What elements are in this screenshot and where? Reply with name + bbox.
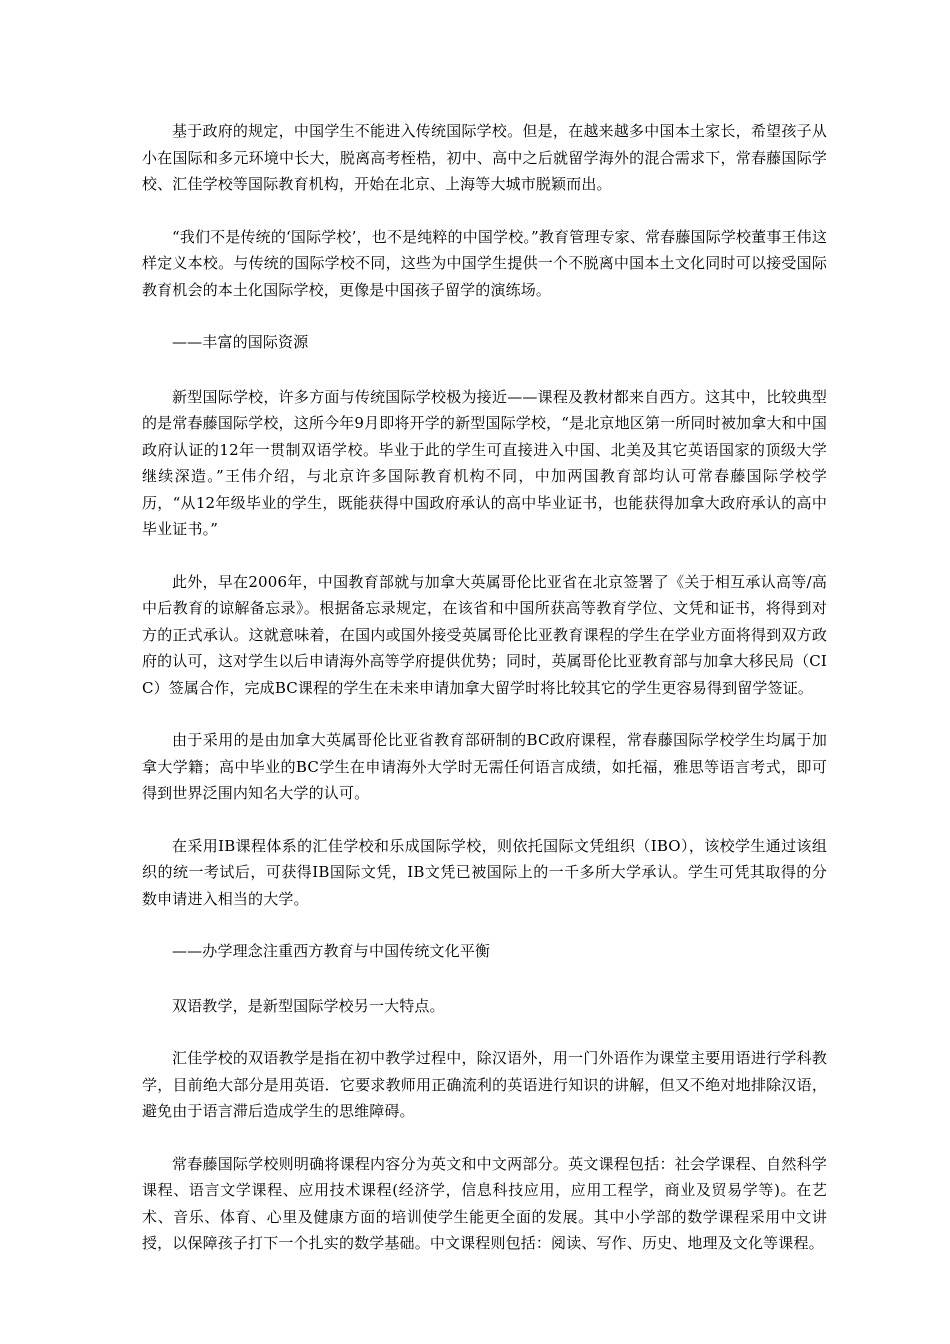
document-body: [142, 118, 827, 1283]
paragraph-quote: “我们不是传统的‘国际学校’，也不是纯粹的中国学校。”教育管理专家、常春藤国际学校董事王伟这样定义本校。与传统的国际学校不同，这些为中国学生提供一个不脱离中国本土文化同时可以接受国际教育机会的本土化国际学校，更像是中国孩子留学的演练场。: [142, 227, 827, 299]
paragraph-bc-curriculum: 由于采用的是由加拿大英属哥伦比亚省教育部研制的BC政府课程，常春藤国际学校学生均属于加拿大学籍；高中毕业的BC学生在申请海外大学时无需任何语言成绩，如托福，雅思等语言考式，即可得到世界泛围内知名大学的认可。: [142, 731, 827, 802]
paragraph-ivy-curriculum: 常春藤国际学校则明确将课程内容分为英文和中文两部分。英文课程包括：社会学课程、自然科学课程、语言文学课程、应用技术课程(经济学，信息科技应用，应用工程学，商业及贸易学等)。在艺术、音乐、体育、心里及健康方面的培训使学生能更全面的发展。其中小学部的数学课程采用中文讲授，以保障孩子打下一个扎实的数学基础。中文课程则包括：阅读、写作、历史、地理及文化等课程。: [142, 1154, 827, 1252]
paragraph-new-schools: 新型国际学校，许多方面与传统国际学校极为接近——课程及教材都来自西方。这其中，比较典型的是常春藤国际学校，这所今年9月即将开学的新型国际学校，“是北京地区第一所同时被加拿大和中国政府认证的12年一贯制双语学校。毕业于此的学生可直接进入中国、北美及其它英语国家的顶级大学继续深造。”王伟介绍，与北京许多国际教育机构不同，中加两国教育部均认可常春藤国际学校学历，“从12年级毕业的学生，既能获得中国政府承认的高中毕业证书，也能获得加拿大政府承认的高中毕业证书。”: [142, 387, 827, 538]
paragraph-memorandum: 此外，早在2006年，中国教育部就与加拿大英属哥伦比亚省在北京签署了《关于相互承认高等/高中后教育的谅解备忘录》。根据备忘录规定，在该省和中国所获高等教育学位、文凭和证书，将得到对方的正式承认。这就意味着，在国内或国外接受英属哥伦比亚教育课程的学生在学业方面将得到双方政府的认可，这对学生以后申请海外高等学府提供优势；同时，英属哥伦比亚教育部与加拿大移民局（CIC）签属合作，完成BC课程的学生在未来申请加拿大留学时将比较其它的学生更容易得到留学签证。: [142, 572, 827, 697]
paragraph-ib-curriculum: 在采用IB课程体系的汇佳学校和乐成国际学校，则依托国际文凭组织（IBO），该校学生通过该组织的统一考试后，可获得IB国际文凭，IB文凭已被国际上的一千多所大学承认。学生可凭其取得的分数申请进入相当的大学。: [142, 836, 827, 908]
section-heading-philosophy: ——办学理念注重西方教育与中国传统文化平衡: [172, 942, 491, 960]
section-heading-resources: ——丰富的国际资源: [172, 333, 309, 351]
paragraph-intro: 基于政府的规定，中国学生不能进入传统国际学校。但是，在越来越多中国本土家长，希望孩子从小在国际和多元环境中长大，脱离高考桎梏，初中、高中之后就留学海外的混合需求下，常春藤国际学校、汇佳学校等国际教育机构，开始在北京、上海等大城市脱颖而出。: [142, 122, 827, 193]
paragraph-bilingual: 双语教学，是新型国际学校另一大特点。: [172, 996, 445, 1015]
paragraph-huijia-bilingual: 汇佳学校的双语教学是指在初中教学过程中，除汉语外，用一门外语作为课堂主要用语进行学科教学，目前绝大部分是用英语．它要求教师用正确流利的英语进行知识的讲解，但又不绝对地排除汉语，避免由于语言滞后造成学生的思维障碍。: [142, 1049, 827, 1120]
